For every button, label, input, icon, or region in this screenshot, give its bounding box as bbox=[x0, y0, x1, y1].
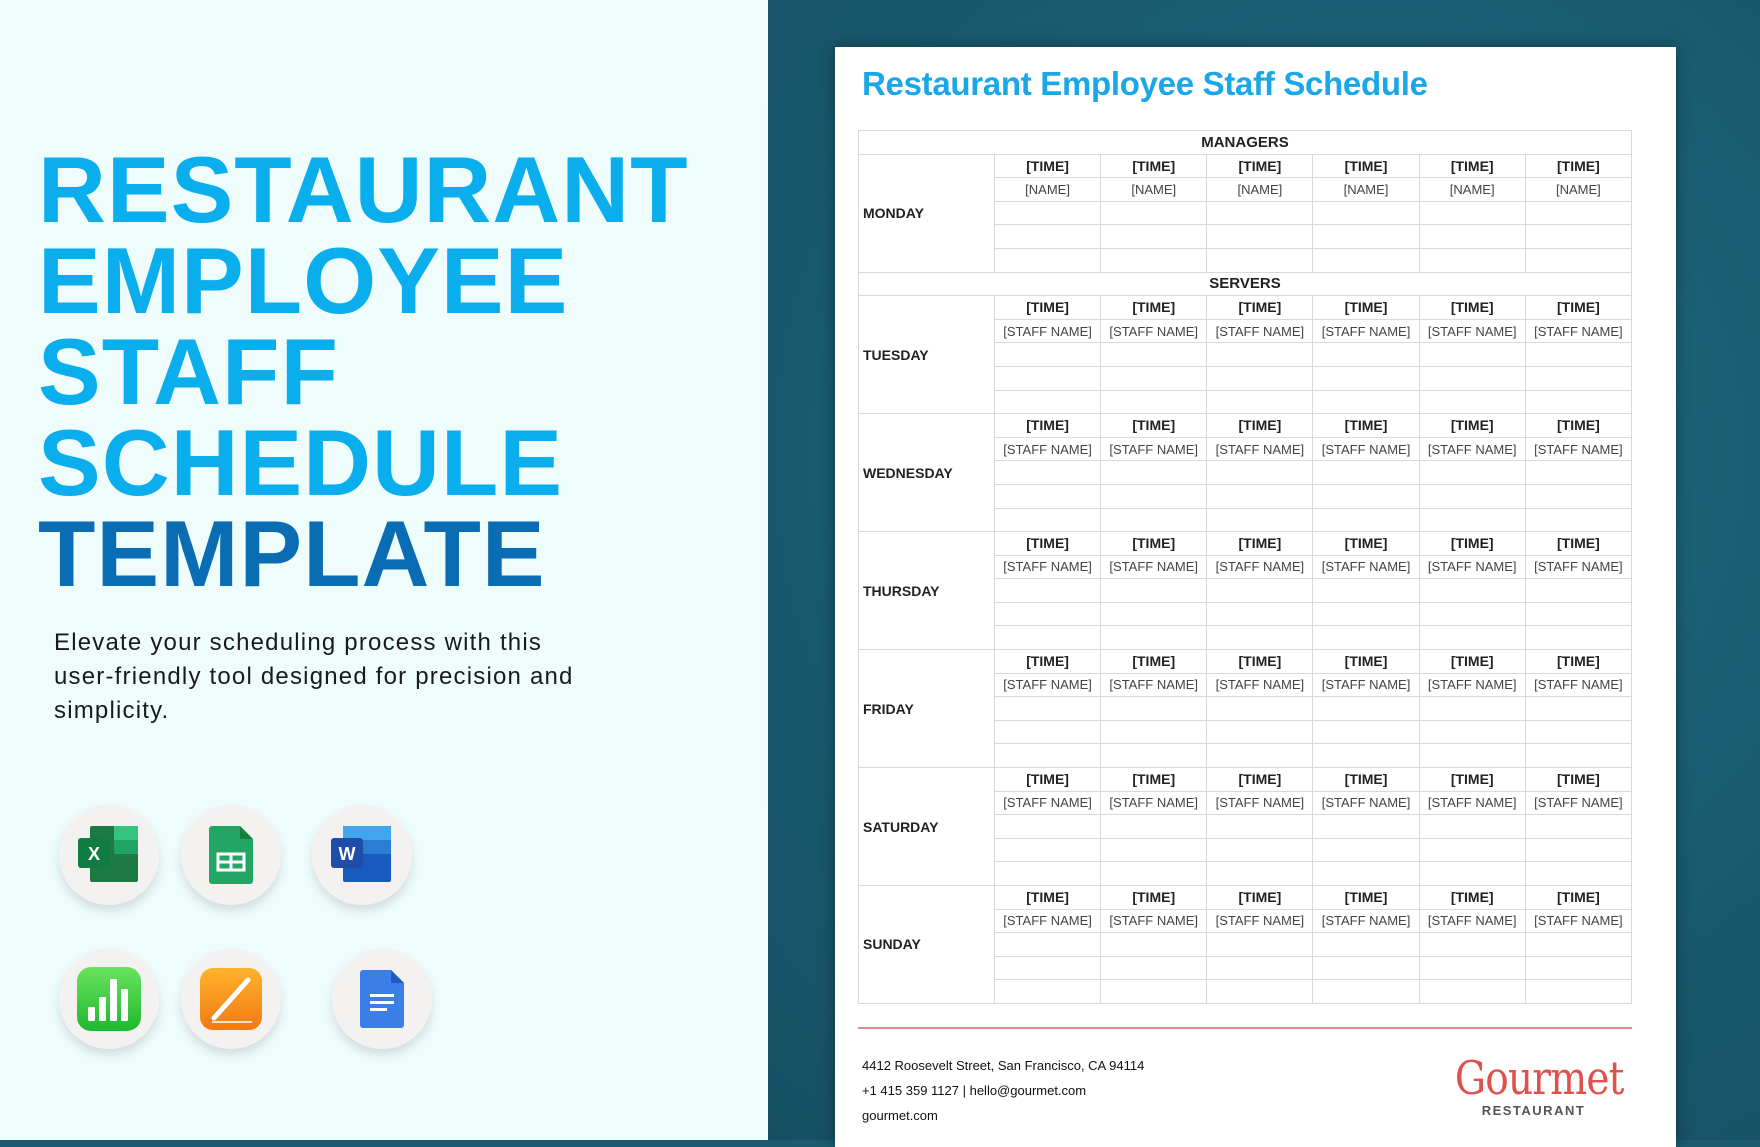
logo-subtitle: RESTAURANT bbox=[1481, 1103, 1586, 1118]
empty-cell[interactable] bbox=[995, 390, 1101, 414]
name-cell: [STAFF NAME] bbox=[1207, 437, 1313, 461]
empty-cell[interactable] bbox=[1207, 697, 1313, 721]
empty-cell[interactable] bbox=[1101, 980, 1207, 1004]
time-cell: [TIME] bbox=[1207, 296, 1313, 320]
name-cell: [STAFF NAME] bbox=[1313, 791, 1419, 815]
name-cell: [STAFF NAME] bbox=[1419, 319, 1525, 343]
empty-cell[interactable] bbox=[995, 838, 1101, 862]
empty-cell[interactable] bbox=[1419, 933, 1525, 957]
name-cell: [STAFF NAME] bbox=[1419, 909, 1525, 933]
empty-cell[interactable] bbox=[1419, 579, 1525, 603]
empty-cell[interactable] bbox=[995, 744, 1101, 768]
empty-cell[interactable] bbox=[995, 484, 1101, 508]
empty-cell[interactable] bbox=[1101, 484, 1207, 508]
empty-cell[interactable] bbox=[1207, 980, 1313, 1004]
excel-icon[interactable] bbox=[59, 805, 159, 905]
name-cell: [STAFF NAME] bbox=[1101, 673, 1207, 697]
name-cell: [STAFF NAME] bbox=[1313, 555, 1419, 579]
empty-cell[interactable] bbox=[1101, 720, 1207, 744]
name-cell: [STAFF NAME] bbox=[1419, 437, 1525, 461]
empty-cell[interactable] bbox=[1313, 461, 1419, 485]
day-label: SUNDAY bbox=[859, 886, 995, 1004]
empty-cell[interactable] bbox=[1207, 508, 1313, 532]
name-cell: [NAME] bbox=[1207, 178, 1313, 202]
day-label: THURSDAY bbox=[859, 532, 995, 650]
empty-cell[interactable] bbox=[1313, 744, 1419, 768]
empty-cell[interactable] bbox=[1313, 838, 1419, 862]
time-row bbox=[859, 886, 1632, 910]
empty-cell[interactable] bbox=[1525, 602, 1631, 626]
empty-cell[interactable] bbox=[1419, 461, 1525, 485]
time-cell: [TIME] bbox=[1207, 886, 1313, 910]
svg-text:X: X bbox=[87, 844, 101, 864]
hero-title-line: STAFF bbox=[38, 319, 339, 424]
name-cell: [STAFF NAME] bbox=[995, 319, 1101, 343]
empty-cell[interactable] bbox=[995, 697, 1101, 721]
name-cell: [STAFF NAME] bbox=[1313, 319, 1419, 343]
empty-cell[interactable] bbox=[1101, 201, 1207, 225]
name-cell: [STAFF NAME] bbox=[1419, 673, 1525, 697]
time-cell: [TIME] bbox=[995, 886, 1101, 910]
name-cell: [STAFF NAME] bbox=[1207, 791, 1313, 815]
name-cell: [STAFF NAME] bbox=[1207, 319, 1313, 343]
time-cell: [TIME] bbox=[1419, 768, 1525, 792]
empty-cell[interactable] bbox=[1313, 815, 1419, 839]
empty-cell[interactable] bbox=[995, 626, 1101, 650]
empty-cell[interactable] bbox=[995, 248, 1101, 272]
empty-cell[interactable] bbox=[995, 720, 1101, 744]
empty-cell[interactable] bbox=[1207, 461, 1313, 485]
name-cell: [STAFF NAME] bbox=[1313, 909, 1419, 933]
numbers-icon[interactable] bbox=[59, 949, 159, 1049]
time-cell: [TIME] bbox=[1419, 532, 1525, 556]
empty-cell[interactable] bbox=[1419, 390, 1525, 414]
google-docs-icon[interactable] bbox=[332, 949, 432, 1049]
hero-title-line: EMPLOYEE bbox=[38, 228, 569, 333]
name-cell: [STAFF NAME] bbox=[1525, 319, 1631, 343]
empty-cell[interactable] bbox=[1207, 248, 1313, 272]
day-label: SATURDAY bbox=[859, 768, 995, 886]
empty-cell[interactable] bbox=[1313, 956, 1419, 980]
svg-text:W: W bbox=[338, 844, 356, 864]
empty-cell[interactable] bbox=[1525, 579, 1631, 603]
time-cell: [TIME] bbox=[995, 154, 1101, 178]
time-cell: [TIME] bbox=[1313, 886, 1419, 910]
empty-cell[interactable] bbox=[1313, 225, 1419, 249]
empty-cell[interactable] bbox=[1207, 815, 1313, 839]
empty-cell[interactable] bbox=[1419, 248, 1525, 272]
empty-cell[interactable] bbox=[1419, 343, 1525, 367]
empty-cell[interactable] bbox=[1313, 980, 1419, 1004]
time-cell: [TIME] bbox=[1525, 154, 1631, 178]
empty-cell[interactable] bbox=[1101, 461, 1207, 485]
time-cell: [TIME] bbox=[1101, 532, 1207, 556]
time-cell: [TIME] bbox=[1419, 414, 1525, 438]
name-cell: [STAFF NAME] bbox=[1101, 555, 1207, 579]
empty-cell[interactable] bbox=[1525, 390, 1631, 414]
time-row bbox=[859, 768, 1632, 792]
empty-cell[interactable] bbox=[995, 602, 1101, 626]
empty-cell[interactable] bbox=[1525, 366, 1631, 390]
hero-subtitle: Elevate your scheduling process with this user-friendly tool designed for precision and simplicity. bbox=[54, 629, 574, 724]
name-cell: [STAFF NAME] bbox=[995, 437, 1101, 461]
empty-cell[interactable] bbox=[1207, 366, 1313, 390]
empty-cell[interactable] bbox=[995, 201, 1101, 225]
empty-cell[interactable] bbox=[1525, 744, 1631, 768]
empty-cell[interactable] bbox=[995, 980, 1101, 1004]
hero-title-line: TEMPLATE bbox=[38, 501, 546, 606]
empty-cell[interactable] bbox=[1101, 225, 1207, 249]
empty-cell[interactable] bbox=[1525, 461, 1631, 485]
name-cell: [STAFF NAME] bbox=[995, 909, 1101, 933]
empty-cell[interactable] bbox=[1419, 201, 1525, 225]
empty-cell[interactable] bbox=[1313, 933, 1419, 957]
time-cell: [TIME] bbox=[1313, 154, 1419, 178]
empty-cell[interactable] bbox=[1313, 248, 1419, 272]
word-icon[interactable] bbox=[312, 805, 412, 905]
name-cell: [STAFF NAME] bbox=[1419, 791, 1525, 815]
name-cell: [STAFF NAME] bbox=[1207, 555, 1313, 579]
name-cell: [NAME] bbox=[1419, 178, 1525, 202]
time-cell: [TIME] bbox=[995, 296, 1101, 320]
empty-cell[interactable] bbox=[995, 862, 1101, 886]
name-cell: [NAME] bbox=[995, 178, 1101, 202]
time-cell: [TIME] bbox=[1419, 296, 1525, 320]
empty-cell[interactable] bbox=[1419, 744, 1525, 768]
empty-cell[interactable] bbox=[995, 225, 1101, 249]
name-cell: [STAFF NAME] bbox=[995, 791, 1101, 815]
empty-cell[interactable] bbox=[1313, 508, 1419, 532]
empty-cell[interactable] bbox=[1207, 602, 1313, 626]
time-cell: [TIME] bbox=[1207, 414, 1313, 438]
empty-cell[interactable] bbox=[1419, 862, 1525, 886]
time-cell: [TIME] bbox=[1525, 296, 1631, 320]
time-row bbox=[859, 532, 1632, 556]
promo-panel bbox=[0, 0, 768, 1140]
schedule-document bbox=[835, 47, 1676, 1147]
time-cell: [TIME] bbox=[1525, 414, 1631, 438]
section-header-row bbox=[859, 131, 1632, 155]
time-cell: [TIME] bbox=[1525, 886, 1631, 910]
empty-cell[interactable] bbox=[1419, 508, 1525, 532]
time-cell: [TIME] bbox=[1419, 154, 1525, 178]
empty-cell[interactable] bbox=[1101, 862, 1207, 886]
name-cell: [STAFF NAME] bbox=[1525, 673, 1631, 697]
time-row bbox=[859, 650, 1632, 674]
empty-cell[interactable] bbox=[1525, 248, 1631, 272]
name-cell: [STAFF NAME] bbox=[995, 673, 1101, 697]
empty-cell[interactable] bbox=[1101, 697, 1207, 721]
empty-cell[interactable] bbox=[1419, 838, 1525, 862]
empty-cell[interactable] bbox=[1313, 626, 1419, 650]
name-cell: [STAFF NAME] bbox=[1525, 791, 1631, 815]
empty-cell[interactable] bbox=[1101, 366, 1207, 390]
empty-cell[interactable] bbox=[1525, 343, 1631, 367]
time-cell: [TIME] bbox=[1207, 154, 1313, 178]
name-cell: [NAME] bbox=[1525, 178, 1631, 202]
empty-cell[interactable] bbox=[1207, 933, 1313, 957]
empty-cell[interactable] bbox=[1525, 815, 1631, 839]
name-cell: [STAFF NAME] bbox=[1313, 673, 1419, 697]
empty-cell[interactable] bbox=[1101, 815, 1207, 839]
name-cell: [STAFF NAME] bbox=[1207, 909, 1313, 933]
name-cell: [NAME] bbox=[1101, 178, 1207, 202]
empty-cell[interactable] bbox=[1207, 838, 1313, 862]
time-cell: [TIME] bbox=[1525, 650, 1631, 674]
name-cell: [STAFF NAME] bbox=[1101, 319, 1207, 343]
empty-cell[interactable] bbox=[1313, 720, 1419, 744]
time-cell: [TIME] bbox=[1419, 650, 1525, 674]
time-cell: [TIME] bbox=[1207, 768, 1313, 792]
empty-cell[interactable] bbox=[1419, 602, 1525, 626]
empty-cell[interactable] bbox=[1525, 225, 1631, 249]
name-cell: [STAFF NAME] bbox=[1525, 437, 1631, 461]
empty-cell[interactable] bbox=[995, 461, 1101, 485]
empty-cell[interactable] bbox=[1101, 744, 1207, 768]
pages-icon[interactable] bbox=[181, 949, 281, 1049]
empty-cell[interactable] bbox=[1525, 626, 1631, 650]
empty-cell[interactable] bbox=[1101, 390, 1207, 414]
time-cell: [TIME] bbox=[1525, 768, 1631, 792]
footer-contact: +1 415 359 1127 | hello@gourmet.com bbox=[862, 1083, 1087, 1098]
empty-cell[interactable] bbox=[1207, 744, 1313, 768]
gourmet-logo bbox=[1441, 1053, 1626, 1118]
hero-title-line: RESTAURANT bbox=[38, 137, 689, 242]
time-cell: [TIME] bbox=[1101, 414, 1207, 438]
empty-cell[interactable] bbox=[1207, 626, 1313, 650]
schedule-table bbox=[858, 130, 1632, 1004]
empty-cell[interactable] bbox=[1101, 626, 1207, 650]
empty-cell[interactable] bbox=[1101, 838, 1207, 862]
empty-cell[interactable] bbox=[1207, 484, 1313, 508]
time-cell: [TIME] bbox=[1313, 532, 1419, 556]
time-row bbox=[859, 296, 1632, 320]
empty-cell[interactable] bbox=[1313, 862, 1419, 886]
time-cell: [TIME] bbox=[1525, 532, 1631, 556]
empty-cell[interactable] bbox=[1313, 697, 1419, 721]
empty-cell[interactable] bbox=[995, 815, 1101, 839]
time-cell: [TIME] bbox=[995, 532, 1101, 556]
empty-cell[interactable] bbox=[1207, 720, 1313, 744]
empty-cell[interactable] bbox=[1101, 579, 1207, 603]
empty-cell[interactable] bbox=[1101, 343, 1207, 367]
name-cell: [STAFF NAME] bbox=[1525, 909, 1631, 933]
google-sheets-icon[interactable] bbox=[181, 805, 281, 905]
empty-cell[interactable] bbox=[995, 956, 1101, 980]
empty-cell[interactable] bbox=[1525, 720, 1631, 744]
time-cell: [TIME] bbox=[1207, 532, 1313, 556]
name-cell: [STAFF NAME] bbox=[1419, 555, 1525, 579]
empty-cell[interactable] bbox=[1525, 862, 1631, 886]
hero-title-line: SCHEDULE bbox=[38, 410, 564, 515]
empty-cell[interactable] bbox=[1419, 225, 1525, 249]
name-cell: [STAFF NAME] bbox=[1101, 437, 1207, 461]
empty-cell[interactable] bbox=[1313, 201, 1419, 225]
empty-cell[interactable] bbox=[995, 366, 1101, 390]
section-header: MANAGERS bbox=[859, 131, 1632, 155]
time-cell: [TIME] bbox=[995, 650, 1101, 674]
empty-cell[interactable] bbox=[1101, 602, 1207, 626]
name-cell: [STAFF NAME] bbox=[1101, 909, 1207, 933]
section-header-row bbox=[859, 272, 1632, 296]
time-row bbox=[859, 154, 1632, 178]
empty-cell[interactable] bbox=[1207, 343, 1313, 367]
empty-cell[interactable] bbox=[1525, 838, 1631, 862]
time-cell: [TIME] bbox=[1101, 886, 1207, 910]
name-cell: [NAME] bbox=[1313, 178, 1419, 202]
empty-cell[interactable] bbox=[1419, 484, 1525, 508]
footer-website: gourmet.com bbox=[862, 1108, 938, 1123]
empty-cell[interactable] bbox=[1525, 484, 1631, 508]
empty-cell[interactable] bbox=[1419, 626, 1525, 650]
name-cell: [STAFF NAME] bbox=[1207, 673, 1313, 697]
empty-cell[interactable] bbox=[1419, 815, 1525, 839]
empty-cell[interactable] bbox=[995, 579, 1101, 603]
time-cell: [TIME] bbox=[1313, 768, 1419, 792]
empty-cell[interactable] bbox=[1207, 225, 1313, 249]
empty-cell[interactable] bbox=[1525, 201, 1631, 225]
empty-cell[interactable] bbox=[1313, 602, 1419, 626]
empty-cell[interactable] bbox=[995, 933, 1101, 957]
empty-cell[interactable] bbox=[1101, 508, 1207, 532]
empty-cell[interactable] bbox=[1207, 862, 1313, 886]
time-cell: [TIME] bbox=[1101, 154, 1207, 178]
day-label: MONDAY bbox=[859, 154, 995, 272]
empty-cell[interactable] bbox=[1525, 933, 1631, 957]
time-cell: [TIME] bbox=[995, 768, 1101, 792]
time-cell: [TIME] bbox=[1419, 886, 1525, 910]
day-label: WEDNESDAY bbox=[859, 414, 995, 532]
empty-cell[interactable] bbox=[1525, 956, 1631, 980]
empty-cell[interactable] bbox=[1419, 697, 1525, 721]
empty-cell[interactable] bbox=[995, 343, 1101, 367]
name-cell: [STAFF NAME] bbox=[1101, 791, 1207, 815]
time-cell: [TIME] bbox=[1313, 650, 1419, 674]
empty-cell[interactable] bbox=[1207, 579, 1313, 603]
day-label: TUESDAY bbox=[859, 296, 995, 414]
empty-cell[interactable] bbox=[1525, 508, 1631, 532]
empty-cell[interactable] bbox=[1419, 956, 1525, 980]
section-header: SERVERS bbox=[859, 272, 1632, 296]
empty-cell[interactable] bbox=[1101, 248, 1207, 272]
time-cell: [TIME] bbox=[1101, 296, 1207, 320]
time-cell: [TIME] bbox=[1101, 650, 1207, 674]
day-label: FRIDAY bbox=[859, 650, 995, 768]
time-cell: [TIME] bbox=[1313, 296, 1419, 320]
empty-cell[interactable] bbox=[1207, 201, 1313, 225]
empty-cell[interactable] bbox=[1313, 484, 1419, 508]
empty-cell[interactable] bbox=[995, 508, 1101, 532]
time-row bbox=[859, 414, 1632, 438]
name-cell: [STAFF NAME] bbox=[1313, 437, 1419, 461]
footer-address: 4412 Roosevelt Street, San Francisco, CA 94114 bbox=[862, 1058, 1145, 1073]
empty-cell[interactable] bbox=[1313, 343, 1419, 367]
empty-cell[interactable] bbox=[1525, 697, 1631, 721]
name-cell: [STAFF NAME] bbox=[995, 555, 1101, 579]
empty-cell[interactable] bbox=[1419, 366, 1525, 390]
empty-cell[interactable] bbox=[1313, 366, 1419, 390]
empty-cell[interactable] bbox=[1313, 390, 1419, 414]
time-cell: [TIME] bbox=[1101, 768, 1207, 792]
empty-cell[interactable] bbox=[1419, 720, 1525, 744]
empty-cell[interactable] bbox=[1101, 956, 1207, 980]
time-cell: [TIME] bbox=[1313, 414, 1419, 438]
time-cell: [TIME] bbox=[1207, 650, 1313, 674]
empty-cell[interactable] bbox=[1313, 579, 1419, 603]
footer-divider bbox=[858, 1027, 1632, 1029]
empty-cell[interactable] bbox=[1525, 980, 1631, 1004]
empty-cell[interactable] bbox=[1419, 980, 1525, 1004]
empty-cell[interactable] bbox=[1207, 390, 1313, 414]
name-cell: [STAFF NAME] bbox=[1525, 555, 1631, 579]
time-cell: [TIME] bbox=[995, 414, 1101, 438]
logo-wordmark: Gourmet bbox=[1454, 1051, 1624, 1105]
empty-cell[interactable] bbox=[1207, 956, 1313, 980]
empty-cell[interactable] bbox=[1101, 933, 1207, 957]
document-title: Restaurant Employee Staff Schedule bbox=[862, 65, 1428, 102]
